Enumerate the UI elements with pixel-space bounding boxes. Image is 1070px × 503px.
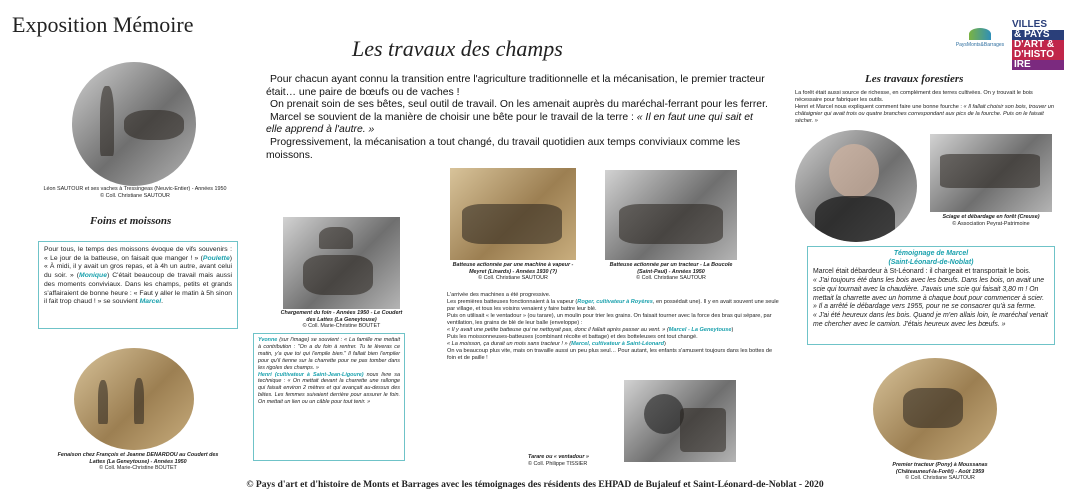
marcel-box [807,246,1055,345]
photo-batteuse-tracteur [605,170,737,260]
photo-premier-tracteur [873,358,997,460]
caption-credit: © Coll. Marie-Christine BOUTET [99,465,177,472]
intro-text-span: Marcel se souvient de la manière de choisir une bête pour le travail de la terre : [270,111,637,123]
logo-text: PaysMonts&Barrages [955,42,1005,48]
logo-line-3: D'ART & [1012,40,1064,50]
photo-marcel-portrait [795,130,917,242]
foins-name: Poulette [202,254,230,262]
machines-paragraph: L'arrivée des machines a été progressive. [447,292,551,298]
henri-text: nous livre sa technique : « On mettait devant la charrette une rallonge qui faisait environ 2 mètres et qui avançait au-dessus des bêtes. Les femmes suivaient derrière pour assurer le foin. On mettait un lien ou un câble pour tout tenir. » [258,371,400,406]
page-title: Exposition Mémoire [12,12,194,37]
photo-tarare [624,380,736,462]
foins-text: ) C'était beaucoup de travail mais aussi des moments conviviaux. Dans les champs, petits et grands s'affairaient de bonne heure : « Faut y aller le matin à 5h sinon il fait trop chaud ! » se souvient [44,272,232,306]
caption-tarare [528,454,620,467]
henri-name: Henri (cultivateur à Saint-Jean-Ligoure) [258,371,364,378]
foins-box [38,241,238,329]
caption-text: Premier tracteur (Pony) à Moussanas (Châteauneuf-la-Forêt) - Août 1959 [892,462,988,475]
forest-span: Henri et Marcel nous expliquent comment faire une bonne fourche : [795,104,964,110]
logo-mark-icon [969,28,991,40]
footer-credit: © Pays d'art et d'histoire de Monts et Barrages avec les témoignages des résidents des EHPAD de Bujaleuf et Saint-Léonard-de-Noblat - 2020 [246,479,824,490]
yvonne-name: Yvonne [258,337,278,343]
caption-text: Batteuse actionnée par un tracteur - La Boucole (Saint-Paul) - Années 1950 [609,262,733,275]
logo-line-2: & PAYS [1012,30,1064,40]
photo-chargement-foin [283,217,400,309]
caption-text: Fenaison chez François et Jeanne DENARDOU au Coudert des Lattes (La Geneytouse) - Années 1950 [57,452,219,465]
intro-quote: « Il en faut une qui sait et elle apprend à l'autre. » [266,111,753,136]
intro-paragraph: Pour chacun ayant connu la transition entre l'agriculture traditionnelle et la mécanisation, le premier tracteur était… une paire de bœufs ou de vaches ! [266,74,765,98]
machines-paragraph: Puis les moissonneuses-batteuses (combinant récolte et battage) et des botteleuses ont tout changé. [447,334,698,340]
logo-line-4: D'HISTO [1012,50,1064,60]
caption-batteuse-tracteur [604,262,738,282]
marcel-heading-line: (Saint-Léonard-de-Noblat) [888,258,974,266]
machines-span: ) [664,341,666,347]
machines-span: « La moisson, ça durait un mois sans tracteur ! » ( [447,341,572,347]
photo-batteuse-vapeur [450,168,576,260]
foins-text: ) « À midi, il y avait un gros repas, et à 4h un autre, avant celui du soir. » ( [44,254,232,280]
photo-fenaison [74,348,194,450]
machines-span: , en possédait une). Il y en avait souvent une seule par village, et tous les voisins venaient y faire battre leur blé. [447,299,779,312]
foins-title: Foins et moissons [90,215,172,227]
caption-credit: © Coll. Philippe TISSIER [528,460,588,467]
intro-paragraph: On prenait soin de ses bêtes, seul outil de travail. On les amenait auprès du maréchal-ferrant pour les ferrer. [270,99,768,111]
caption-credit: © Coll. Christiane SAUTOUR [478,275,548,282]
machines-paragraph: On va beaucoup plus vite, mais on travaille aussi un peu plus seul… Pour autant, les enfants s'amusent toujours dans les bottes de foin et de paille ! [447,348,773,361]
marcel-paragraph: « J'ai toujours été dans les bois avec les bœufs. Dans les bois, on avait une scie qui tournait avec la chaudière. J'avais une scie qui faisait 3,80 m ! On mettait la charrette avec un homme à chaque bout pour commencer à scier. » Il a arrêté le débardage vers 1955, pour ne se consacrer qu'à sa ferme. [813,276,1045,311]
intro-paragraph [266,112,768,137]
machines-paragraph [447,299,782,313]
marcel-paragraph: « J'ai été heureux dans les bois. Quand je m'en allais loin, le maréchal venait me chercher avec le camion. J'étais heureux avec les bœufs. » [813,312,1048,329]
yvonne-henri-box [253,333,405,461]
machines-paragraph [447,341,782,348]
foins-name: Marcel [139,298,162,306]
page-subtitle: Les travaux des champs [352,36,563,61]
logo-line-5: IRE [1012,60,1064,70]
machines-span: Les premières batteuses fonctionnaient à la vapeur ( [447,299,578,305]
forest-text [795,90,1057,125]
caption-text: Batteuse actionnée par une machine à vapeur - Meyret (Linards) - Années 1930 (?) [452,262,574,275]
intro-text [266,74,768,162]
caption-text: Tarare ou « ventadour » [528,454,589,460]
caption-text: Léon SAUTOUR et ses vaches à Tressingeas (Neuvic-Entier) - Années 1950 [43,186,227,192]
caption-leon [30,186,240,199]
caption-credit: © Coll. Christiane SAUTOUR [636,275,706,282]
villes-pays-art-histoire-logo [1012,20,1064,70]
machines-paragraph: Puis on utilisait « le ventadour » (ou tarare), un moulin pour trier les grains. On faisait tourner avec la force des bras qui sépare, par ventilation, les grains de blé de leur balle (enveloppe) : [447,313,772,326]
caption-chargement [278,310,405,330]
machines-name: Marcel, cultivateur à Saint-Léonard [571,341,665,347]
forest-quote: « Il fallait choisir son bois, trouver un châtaignier qui avait trois ou quatre branches correspondant aux pics de la fourche. Puis on le faisait sécher. » [795,104,1055,124]
forest-paragraph: La forêt était aussi source de richesse, en complément des terres cultivées. On y trouvait le bois nécessaire pour fabriquer les outils. [795,90,1033,103]
intro-paragraph: Progressivement, la mécanisation a tout changé, du travail quotidien aux temps conviviaux comme les moissons. [266,136,741,161]
caption-text: Chargement du foin - Années 1950 - Le Coudert des Lattes (La Geneytouse) [280,310,403,323]
forest-paragraph [795,104,1057,125]
machines-span: « Il y avait une petite batteuse qui ne nettoyait pas, donc il fallait après passer au vent. » ( [447,327,669,333]
machines-text [447,292,782,362]
yvonne-text: (sur l'image) se souvient : « La famille me mettait à contribution : "On a du foin à rentrer. Tu te lèveras ce matin, y'a que toi qui l'empile bien." Il fallait bien l'empiler pour qu'il tienne sur la charrette pour ne pas tomber dans les rigoles des champs. » [258,337,400,371]
caption-credit: © Coll. Marie-Christine BOUTET [302,323,381,330]
machines-name: Roger, cultivateur à Royères [577,299,653,305]
pays-monts-barrages-logo [955,28,1005,50]
foins-name: Monique [79,272,107,280]
machines-paragraph [447,327,782,334]
foins-text: . [161,298,164,306]
caption-sciage [930,214,1052,227]
caption-credit: © Coll. Christiane SAUTOUR [100,192,170,199]
caption-batteuse-vapeur [446,262,580,282]
marcel-paragraph: Marcel était débardeur à St-Léonard : il chargeait et transportait le bois. [813,267,1031,275]
photo-sciage [930,134,1052,212]
machines-span: ) [731,327,734,333]
photo-leon-sautour [72,62,196,186]
foins-text: Pour tous, le temps des moissons évoque de vifs souvenirs : « Le jour de la batteuse, on faisait que manger ! » ( [44,246,232,262]
caption-credit: © Coll. Christiane SAUTOUR [905,475,975,482]
marcel-heading-line: Témoignage de Marcel [893,250,969,257]
forest-title: Les travaux forestiers [865,73,964,85]
marcel-heading [813,250,1049,268]
caption-text: Sciage et débardage en forêt (Creuse) [942,214,1040,220]
logo-line-1: VILLES [1012,19,1048,30]
caption-credit: © Association Peyrat-Patrimoine [952,220,1030,227]
machines-name: Marcel - La Geneytouse [668,327,732,333]
caption-fenaison [52,452,224,472]
